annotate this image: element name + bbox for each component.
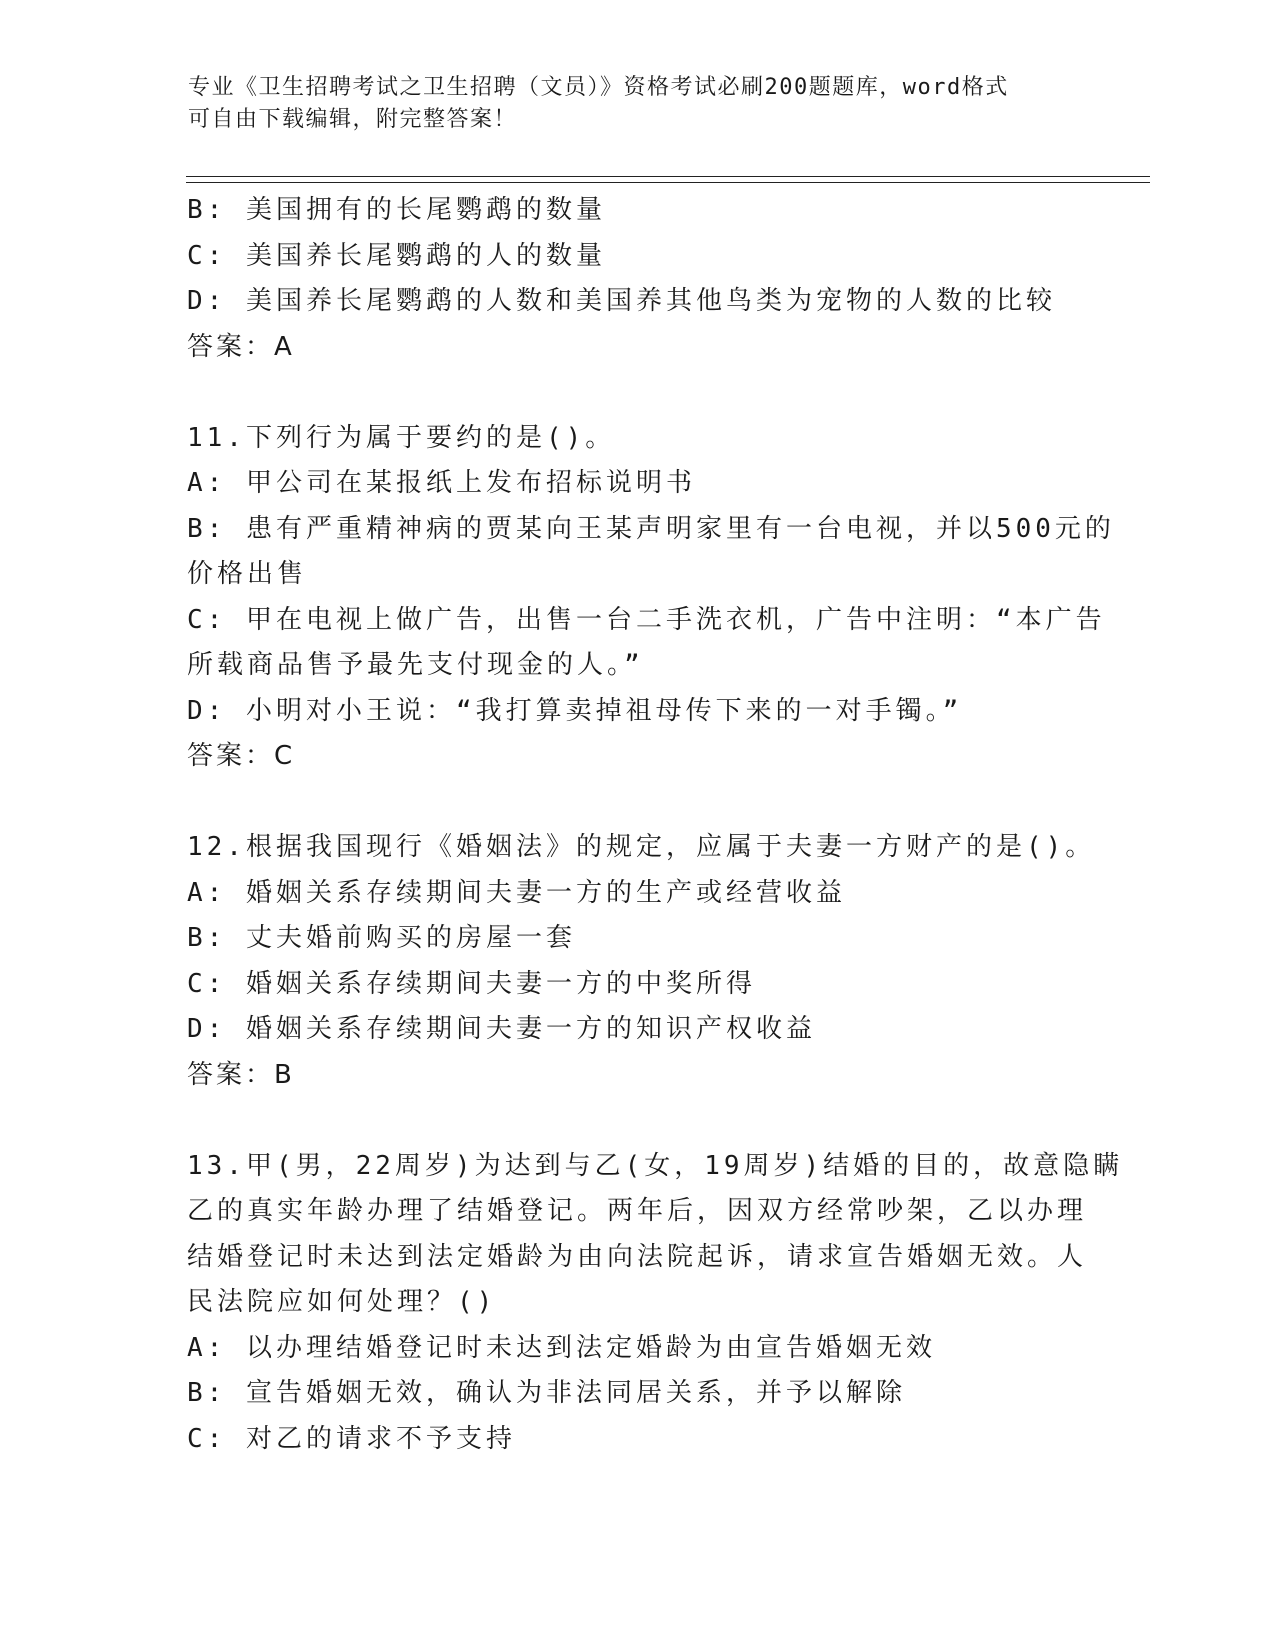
question-stem: 结婚登记时未达到法定婚龄为由向法院起诉，请求宣告婚姻无效。人 — [187, 1241, 1088, 1272]
option-line: A: 以办理结婚登记时未达到法定婚龄为由宣告婚姻无效 — [187, 1332, 936, 1363]
spacer — [187, 370, 1087, 416]
question-block — [187, 825, 1096, 1098]
answer-line: 答案：B — [187, 1059, 295, 1090]
question-block — [187, 188, 1087, 370]
answer-line: 答案：A — [187, 331, 295, 362]
option-line: C: 对乙的请求不予支持 — [187, 1423, 516, 1454]
question-block — [187, 416, 1115, 780]
header-line-2: 可自由下载编辑，附完整答案！ — [188, 107, 518, 132]
answer-line: 答案：C — [187, 741, 296, 771]
option-line: C: 甲在电视上做广告，出售一台二手洗衣机，广告中注明：“本广告 — [187, 604, 1106, 635]
option-line: B: 美国拥有的长尾鹦鹉的数量 — [187, 195, 606, 225]
question-stem: 13.甲(男，22周岁)为达到与乙(女，19周岁)结婚的目的，故意隐瞒 — [187, 1150, 1124, 1181]
header-rule-top — [186, 176, 1150, 177]
header-rule-bottom — [186, 182, 1150, 183]
question-stem: 民法院应如何处理？() — [187, 1287, 497, 1317]
document-header — [188, 72, 1068, 136]
option-line: B: 宣告婚姻无效，确认为非法同居关系，并予以解除 — [187, 1378, 906, 1408]
question-stem: 乙的真实年龄办理了结婚登记。两年后，因双方经常吵架，乙以办理 — [187, 1196, 1088, 1226]
option-line: A: 婚姻关系存续期间夫妻一方的生产或经营收益 — [187, 877, 846, 908]
option-line: D: 美国养长尾鹦鹉的人数和美国养其他鸟类为宠物的人数的比较 — [187, 286, 1056, 316]
question-stem: 11.下列行为属于要约的是()。 — [187, 422, 616, 453]
option-line: 价格出售 — [187, 559, 308, 589]
option-line: 所载商品售予最先支付现金的人。” — [187, 650, 644, 680]
option-line: B: 丈夫婚前购买的房屋一套 — [187, 923, 576, 953]
spacer — [187, 1098, 1087, 1144]
header-line-1: 专业《卫生招聘考试之卫生招聘（文员）》资格考试必刷200题题库，word格式 — [188, 75, 1009, 100]
option-line: C: 婚姻关系存续期间夫妻一方的中奖所得 — [187, 968, 756, 999]
option-line: B: 患有严重精神病的贾某向王某声明家里有一台电视，并以500元的 — [187, 513, 1115, 544]
spacer — [187, 780, 1087, 826]
option-line: D: 婚姻关系存续期间夫妻一方的知识产权收益 — [187, 1014, 816, 1044]
option-line: D: 小明对小王说：“我打算卖掉祖母传下来的一对手镯。” — [187, 695, 963, 726]
option-line: C: 美国养长尾鹦鹉的人的数量 — [187, 240, 606, 271]
option-line: A: 甲公司在某报纸上发布招标说明书 — [187, 468, 696, 498]
question-list — [187, 188, 1124, 1462]
question-block — [187, 1144, 1124, 1463]
question-stem: 12.根据我国现行《婚姻法》的规定，应属于夫妻一方财产的是()。 — [187, 832, 1096, 862]
